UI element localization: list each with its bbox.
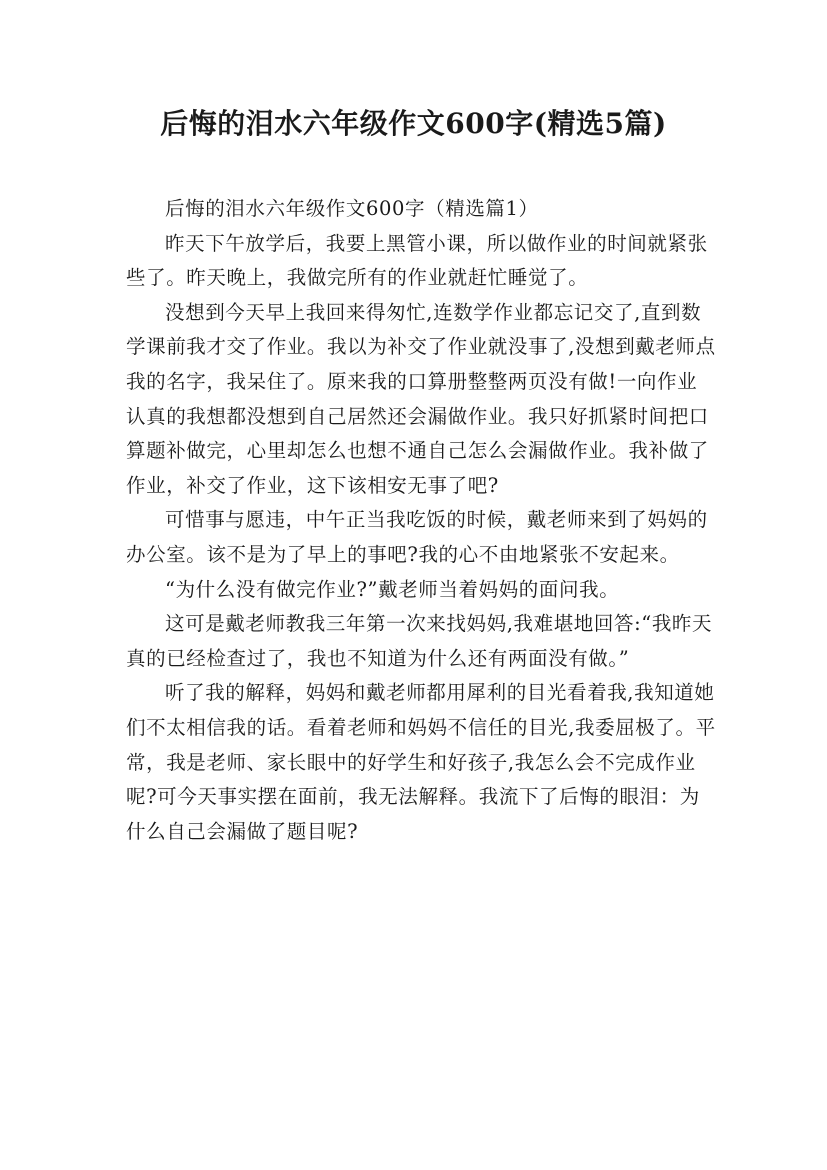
document-body — [126, 192, 716, 849]
paragraph: 可惜事与愿违，中午正当我吃饭的时候，戴老师来到了妈妈的办公室。该不是为了早上的事吧?我的心不由地紧张不安起来。 — [126, 508, 708, 566]
paragraph: “为什么没有做完作业?”戴老师当着妈妈的面问我。 — [165, 577, 620, 601]
paragraph: 听了我的解释，妈妈和戴老师都用犀利的目光看着我,我知道她们不太相信我的话。看着老师和妈妈不信任的目光,我委屈极了。平常，我是老师、家长眼中的好学生和好孩子,我怎么会不完成作业呢?可今天事实摆在面前，我无法解释。我流下了后悔的眼泪：为什么自己会漏做了题目呢? — [126, 681, 716, 843]
paragraph: 昨天下午放学后，我要上黑管小课，所以做作业的时间就紧张些了。昨天晚上，我做完所有的作业就赶忙睡觉了。 — [126, 231, 708, 290]
paragraph: 没想到今天早上我回来得匆忙,连数学作业都忘记交了,直到数学课前我才交了作业。我以为补交了作业就没事了,没想到戴老师点我的名字，我呆住了。原来我的口算册整整两页没有做!一向作业认真的我想都没想到自己居然还会漏做作业。我只好抓紧时间把口算题补做完，心里却怎么也想不通自己怎么会漏做作业。我补做了作业，补交了作业，这下该相安无事了吧? — [126, 300, 716, 497]
document-title: 后悔的泪水六年级作文600字(精选5篇) — [160, 107, 667, 140]
section-heading: 后悔的泪水六年级作文600字（精选篇1） — [165, 197, 539, 220]
paragraph: 这可是戴老师教我三年第一次来找妈妈,我难堪地回答:“我昨天真的已经检查过了，我也不知道为什么还有两面没有做。” — [126, 612, 713, 670]
